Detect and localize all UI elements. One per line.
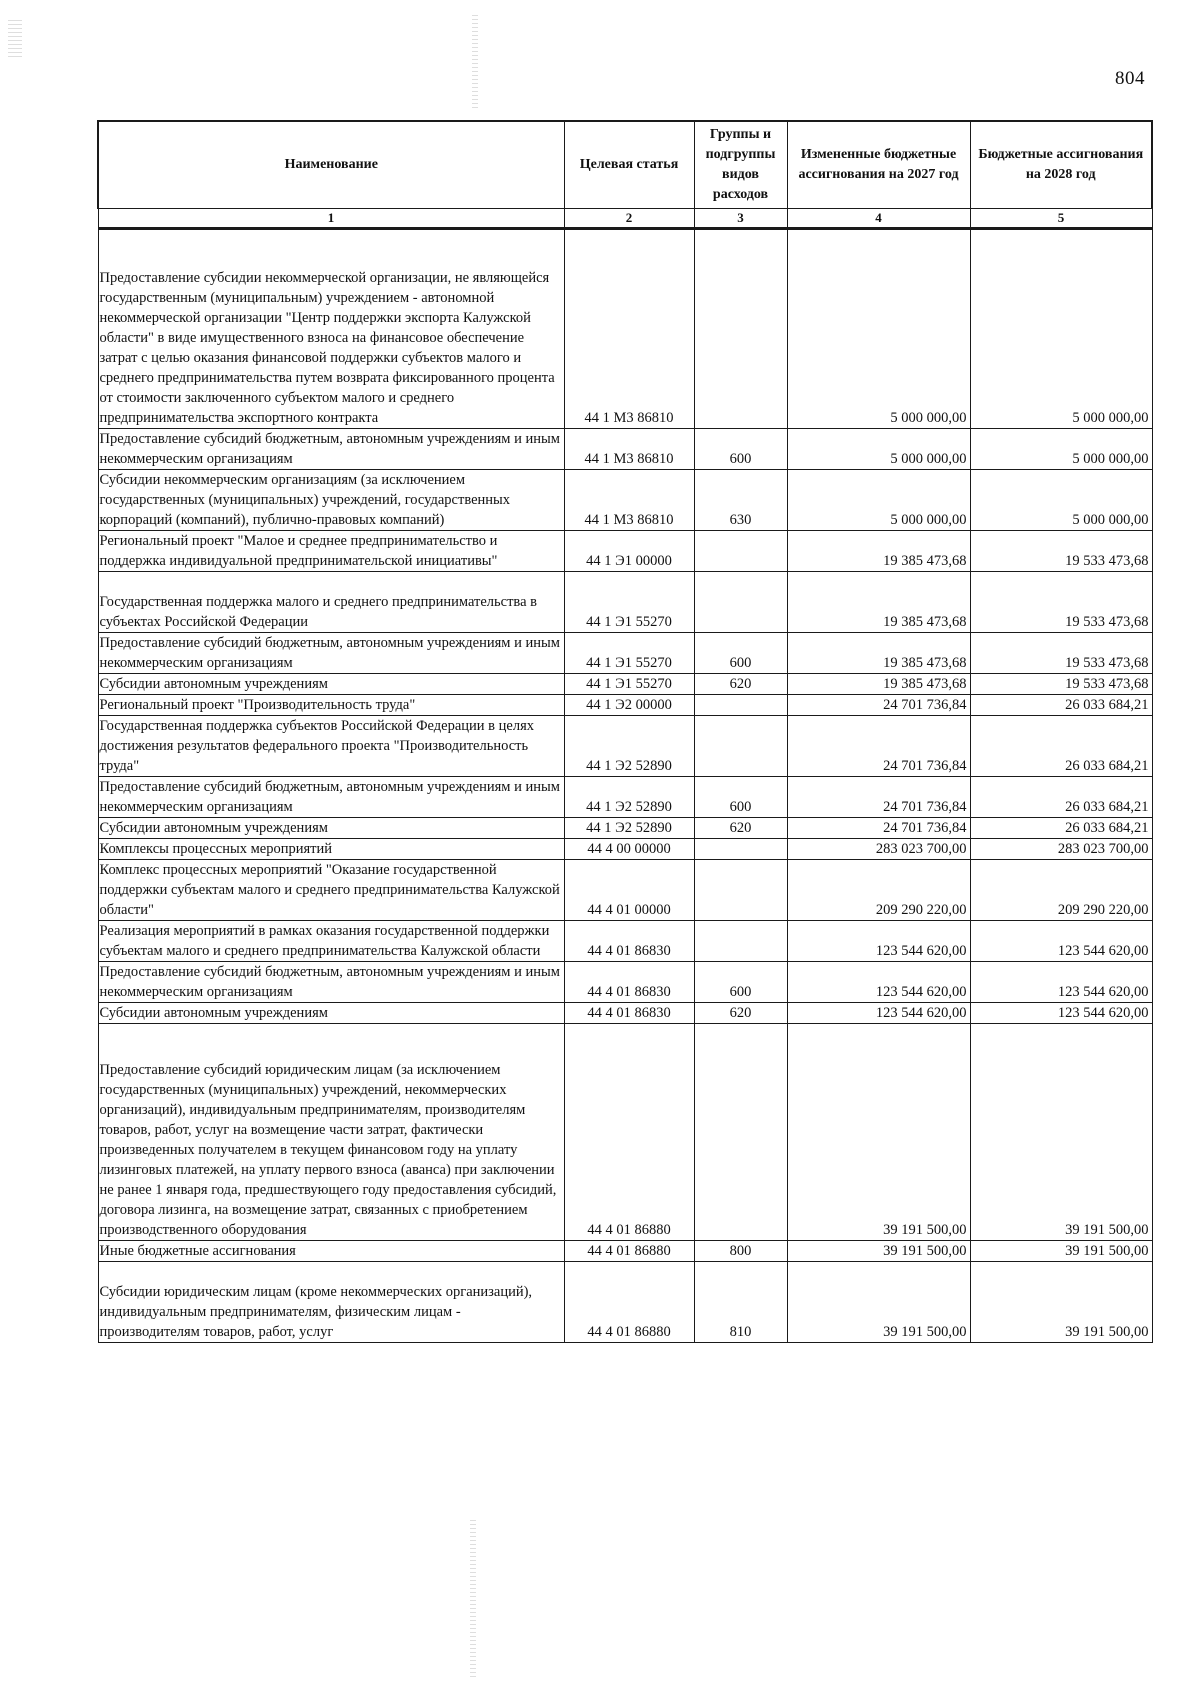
table-row	[98, 962, 1152, 1003]
column-number: 5	[970, 209, 1152, 229]
row-name: Комплекс процессных мероприятий "Оказание государственной поддержки субъектам малого и среднего предпринимательства Калужской области"	[98, 860, 564, 921]
table-row	[98, 572, 1152, 633]
row-2028: 123 544 620,00	[970, 921, 1152, 962]
row-2028: 19 533 473,68	[970, 572, 1152, 633]
row-2027: 5 000 000,00	[787, 229, 970, 429]
row-2027: 24 701 736,84	[787, 818, 970, 839]
table-row	[98, 674, 1152, 695]
row-name-text: Предоставление субсидии некоммерческой организации, не являющейся государственным (муниципальным) учреждением - автономной некоммерческой организации "Центр поддержки экспорта Калужской области" в виде имущественного взноса на финансовое обеспечение затрат с целью оказания финансовой поддержки субъектов малого и среднего предпринимательства путем возврата фиксированного процента от стоимости заключенного субъектом малого и среднего предпринимательства экспортного контракта	[99, 270, 555, 426]
row-name	[98, 1262, 564, 1343]
row-target: 44 1 Э2 52890	[564, 777, 694, 818]
column-number: 2	[564, 209, 694, 229]
table-row	[98, 470, 1152, 531]
row-group	[694, 839, 787, 860]
row-group: 600	[694, 633, 787, 674]
row-name: Предоставление субсидий бюджетным, автономным учреждениям и иным некоммерческим организациям	[98, 633, 564, 674]
row-2027: 209 290 220,00	[787, 860, 970, 921]
row-target: 44 1 Э1 55270	[564, 572, 694, 633]
table-row	[98, 695, 1152, 716]
table-row	[98, 716, 1152, 777]
row-target: 44 1 М3 86810	[564, 429, 694, 470]
column-number: 3	[694, 209, 787, 229]
row-2028: 39 191 500,00	[970, 1024, 1152, 1241]
row-name	[98, 1024, 564, 1241]
row-group	[694, 921, 787, 962]
row-2028: 209 290 220,00	[970, 860, 1152, 921]
row-name: Субсидии автономным учреждениям	[98, 818, 564, 839]
row-name: Региональный проект "Производительность труда"	[98, 695, 564, 716]
row-group	[694, 1024, 787, 1241]
header-target: Целевая статья	[564, 121, 694, 209]
table-row	[98, 229, 1152, 429]
row-group	[694, 716, 787, 777]
row-target: 44 1 Э1 00000	[564, 531, 694, 572]
row-group: 600	[694, 777, 787, 818]
row-2028: 39 191 500,00	[970, 1262, 1152, 1343]
row-2027: 123 544 620,00	[787, 962, 970, 1003]
row-target: 44 4 01 86880	[564, 1241, 694, 1262]
row-2027: 24 701 736,84	[787, 695, 970, 716]
row-2028: 26 033 684,21	[970, 695, 1152, 716]
row-2027: 24 701 736,84	[787, 777, 970, 818]
row-2028: 26 033 684,21	[970, 716, 1152, 777]
row-2028: 19 533 473,68	[970, 633, 1152, 674]
row-2028: 283 023 700,00	[970, 839, 1152, 860]
row-name: Комплексы процессных мероприятий	[98, 839, 564, 860]
row-target: 44 4 01 00000	[564, 860, 694, 921]
row-group	[694, 695, 787, 716]
row-2028: 19 533 473,68	[970, 531, 1152, 572]
row-2027: 5 000 000,00	[787, 470, 970, 531]
row-name: Субсидии автономным учреждениям	[98, 1003, 564, 1024]
header-name: Наименование	[98, 121, 564, 209]
row-group: 600	[694, 962, 787, 1003]
row-target: 44 1 Э2 52890	[564, 818, 694, 839]
row-target: 44 1 Э1 55270	[564, 674, 694, 695]
table-row	[98, 531, 1152, 572]
row-2028: 5 000 000,00	[970, 429, 1152, 470]
row-group: 810	[694, 1262, 787, 1343]
column-number-row	[98, 209, 1152, 229]
row-name: Предоставление субсидий бюджетным, автономным учреждениям и иным некоммерческим организациям	[98, 777, 564, 818]
row-group: 620	[694, 1003, 787, 1024]
table-row	[98, 839, 1152, 860]
table-header-row	[98, 121, 1152, 209]
table-row	[98, 1262, 1152, 1343]
row-group: 620	[694, 674, 787, 695]
table-row	[98, 818, 1152, 839]
row-2027: 283 023 700,00	[787, 839, 970, 860]
row-group	[694, 229, 787, 429]
row-2027: 39 191 500,00	[787, 1024, 970, 1241]
row-2027: 19 385 473,68	[787, 572, 970, 633]
row-2028: 26 033 684,21	[970, 818, 1152, 839]
row-target: 44 1 Э2 00000	[564, 695, 694, 716]
row-name-text: Субсидии юридическим лицам (кроме некоммерческих организаций), индивидуальным предпринимателям, физическим лицам - производителям товаров, работ, услуг	[99, 1284, 533, 1340]
table-row	[98, 429, 1152, 470]
row-2027: 19 385 473,68	[787, 531, 970, 572]
header-groups: Группы и подгруппы видов расходов	[694, 121, 787, 209]
header-2028: Бюджетные ассигнования на 2028 год	[970, 121, 1152, 209]
page-number: 804	[1115, 68, 1145, 89]
row-name: Государственная поддержка субъектов Российской Федерации в целях достижения результатов федерального проекта "Производительность труда"	[98, 716, 564, 777]
budget-table	[97, 120, 1153, 1343]
table-row	[98, 1003, 1152, 1024]
row-2027: 39 191 500,00	[787, 1262, 970, 1343]
table-row	[98, 777, 1152, 818]
row-name	[98, 572, 564, 633]
table-row	[98, 860, 1152, 921]
row-name: Реализация мероприятий в рамках оказания государственной поддержки субъектам малого и среднего предпринимательства Калужской области	[98, 921, 564, 962]
row-2027: 123 544 620,00	[787, 921, 970, 962]
row-name: Субсидии автономным учреждениям	[98, 674, 564, 695]
row-name: Предоставление субсидий бюджетным, автономным учреждениям и иным некоммерческим организациям	[98, 962, 564, 1003]
table-row	[98, 1024, 1152, 1241]
row-target: 44 4 01 86880	[564, 1024, 694, 1241]
row-2028: 5 000 000,00	[970, 470, 1152, 531]
row-group: 630	[694, 470, 787, 531]
row-2027: 24 701 736,84	[787, 716, 970, 777]
row-target: 44 1 Э2 52890	[564, 716, 694, 777]
row-target: 44 4 00 00000	[564, 839, 694, 860]
row-2027: 19 385 473,68	[787, 633, 970, 674]
table-row	[98, 633, 1152, 674]
row-2027: 123 544 620,00	[787, 1003, 970, 1024]
row-target: 44 1 Э1 55270	[564, 633, 694, 674]
header-2027: Измененные бюджетные ассигнования на 2027 год	[787, 121, 970, 209]
row-group	[694, 531, 787, 572]
table-row	[98, 921, 1152, 962]
row-name-text: Предоставление субсидий юридическим лицам (за исключением государственных (муниципальных) учреждений, некоммерческих организаций), индивидуальным предпринимателям, производителям товаров, работ, услуг на возмещение части затрат, фактически произведенных получателем в текущем финансовом году на уплату лизинговых платежей, на уплату первого взноса (аванса) при заключении не ранее 1 января года, предшествующего году предоставления субсидий, договора лизинга, на возмещение затрат, связанных с приобретением производственного оборудования	[99, 1062, 557, 1238]
column-number: 4	[787, 209, 970, 229]
row-target: 44 4 01 86830	[564, 1003, 694, 1024]
row-target: 44 4 01 86880	[564, 1262, 694, 1343]
row-2027: 39 191 500,00	[787, 1241, 970, 1262]
row-target: 44 1 М3 86810	[564, 470, 694, 531]
row-2028: 5 000 000,00	[970, 229, 1152, 429]
row-2028: 19 533 473,68	[970, 674, 1152, 695]
row-group	[694, 860, 787, 921]
row-name-text: Государственная поддержка малого и среднего предпринимательства в субъектах Российской Федерации	[99, 594, 537, 630]
row-group: 600	[694, 429, 787, 470]
row-target: 44 1 М3 86810	[564, 229, 694, 429]
row-2028: 39 191 500,00	[970, 1241, 1152, 1262]
row-name: Субсидии некоммерческим организациям (за исключением государственных (муниципальных) учреждений, государственных корпораций (компаний), публично-правовых компаний)	[98, 470, 564, 531]
column-number: 1	[98, 209, 564, 229]
row-name: Иные бюджетные ассигнования	[98, 1241, 564, 1262]
row-target: 44 4 01 86830	[564, 962, 694, 1003]
row-2027: 19 385 473,68	[787, 674, 970, 695]
row-name	[98, 229, 564, 429]
row-name: Региональный проект "Малое и среднее предпринимательство и поддержка индивидуальной предпринимательской инициативы"	[98, 531, 564, 572]
row-group: 800	[694, 1241, 787, 1262]
row-2028: 123 544 620,00	[970, 962, 1152, 1003]
row-target: 44 4 01 86830	[564, 921, 694, 962]
row-2027: 5 000 000,00	[787, 429, 970, 470]
row-group	[694, 572, 787, 633]
row-2028: 123 544 620,00	[970, 1003, 1152, 1024]
row-2028: 26 033 684,21	[970, 777, 1152, 818]
row-name: Предоставление субсидий бюджетным, автономным учреждениям и иным некоммерческим организациям	[98, 429, 564, 470]
table-row	[98, 1241, 1152, 1262]
row-group: 620	[694, 818, 787, 839]
